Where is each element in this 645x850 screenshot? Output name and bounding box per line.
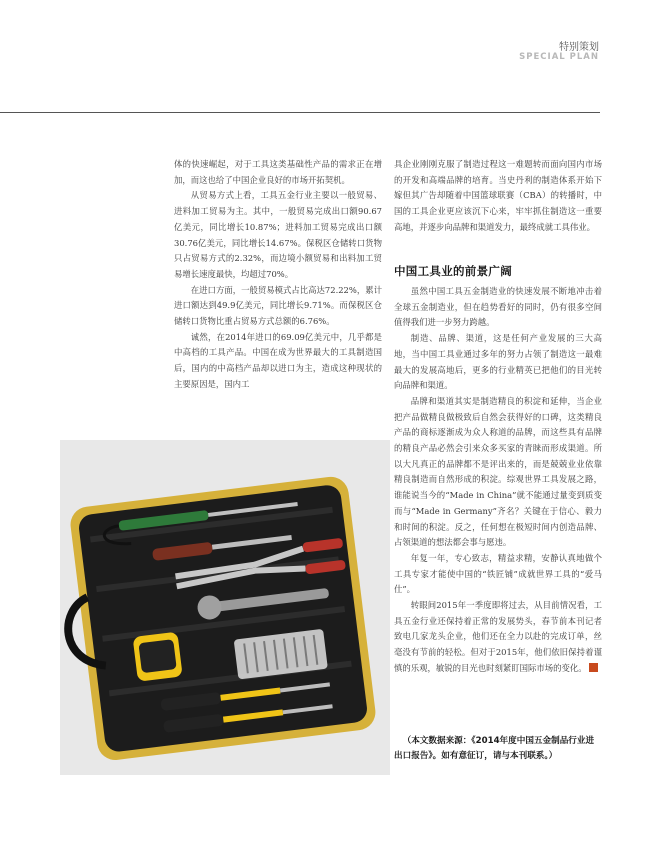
article-column-1 — [174, 157, 382, 393]
section-heading: 中国工具业的前景广阔 — [394, 264, 512, 278]
paragraph: 从贸易方式上看，工具五金行业主要以一般贸易、进料加工贸易为主。其中，一般贸易完成出口额90.67亿美元，同比增长10.87%；进料加工贸易完成出口额30.76亿美元，同比增长14.67%。保税区仓储转口货物只占贸易方式的2.32%，而边境小额贸易和出料加工贸易增长速度最快，均超过70%。 — [174, 190, 382, 279]
paragraph: 诚然，在2014年进口的69.09亿美元中，几乎都是中高档的工具产品。中国在成为世界最大的工具制造国后，国内的中高档产品却以进口为主，造成这种现状的主要原因是，国内工 — [174, 331, 382, 389]
header-rule — [0, 112, 600, 113]
section-title-cn: 特别策划 — [559, 42, 599, 53]
article-column-2-top — [394, 157, 602, 236]
paragraph — [394, 598, 602, 677]
source-note: （本文数据来源：《2014年度中国五金制品行业进出口报告》。如有意征订，请与本刊联系。） — [394, 736, 595, 761]
article-column-2 — [394, 284, 602, 677]
paragraph: 虽然中国工具五金制造业的快速发展不断地冲击着全球五金制造业，但在趋势看好的同时，仍有很多空间值得我们进一步努力跨越。 — [394, 286, 602, 328]
article-end-mark — [589, 663, 598, 672]
tool-kit-photo — [60, 440, 390, 775]
paragraph-text: 转眼间2015年一季度即将过去，从目前情况看，工具五金行业还保持着正常的发展势头，春节前本刊记者致电几家龙头企业，他们还在全力以赴的完成订单，丝毫没有节前的轻松。但对于2015年，他们依旧保持着谨慎的乐观，敏锐的目光也时刻紧盯国际市场的变化。 — [394, 600, 602, 673]
paragraph: 年复一年，专心致志，精益求精，安静认真地做个工具专家才能使中国的“铁匠铺”成就世界工具的“爱马仕”。 — [394, 552, 602, 595]
paragraph: 具企业刚刚克服了制造过程这一难题转而面向国内市场的开发和高端品牌的培育。当史丹利的制造体系开始下嫁但其广告却随着中国篮球联赛（CBA）的转播时，中国的工具企业更应该沉下心来，牢牢抓住制造这一重要高地，并逐步向品牌和渠道发力，最终成就工具伟业。 — [394, 159, 602, 232]
paragraph: 品牌和渠道其实是制造精良的积淀和延伸，当企业把产品做精良做极致后自然会获得好的口碑，这类精良产品的商标逐渐成为众人称道的品牌，而这些具有品牌的精良产品必然会引来众多买家的青睐而形成渠道。所以大凡真正的品牌都不是评出来的，而是兢兢业业依靠精良制造而自然形成的积淀。综观世界工具发展之路，谁能说当今的“Made in China”就不能通过量变到质变而与“Made in Germany”齐名？关键在于信心、毅力和时间的积淀。反之，任何想在极短时间内创造品牌、占领渠道的想法都会事与愿违。 — [394, 395, 602, 548]
paragraph: 体的快速崛起，对于工具这类基础性产品的需求正在增加，而这也给了中国企业良好的市场开拓契机。 — [174, 159, 382, 185]
tool-kit-illustration — [60, 440, 390, 775]
paragraph: 制造、品牌、渠道，这是任何产业发展的三大高地，当中国工具业通过多年的努力占领了制造这一最难最大的发展高地后，更多的行业精英已把他们的目光转向品牌和渠道。 — [394, 333, 602, 391]
section-title-en: SPECIAL PLAN — [519, 52, 599, 62]
paragraph: 在进口方面，一般贸易模式占比高达72.22%，累计进口额达到49.9亿美元，同比增长9.71%。而保税区仓储转口货物比重占贸易方式总额的6.76%。 — [174, 284, 382, 327]
